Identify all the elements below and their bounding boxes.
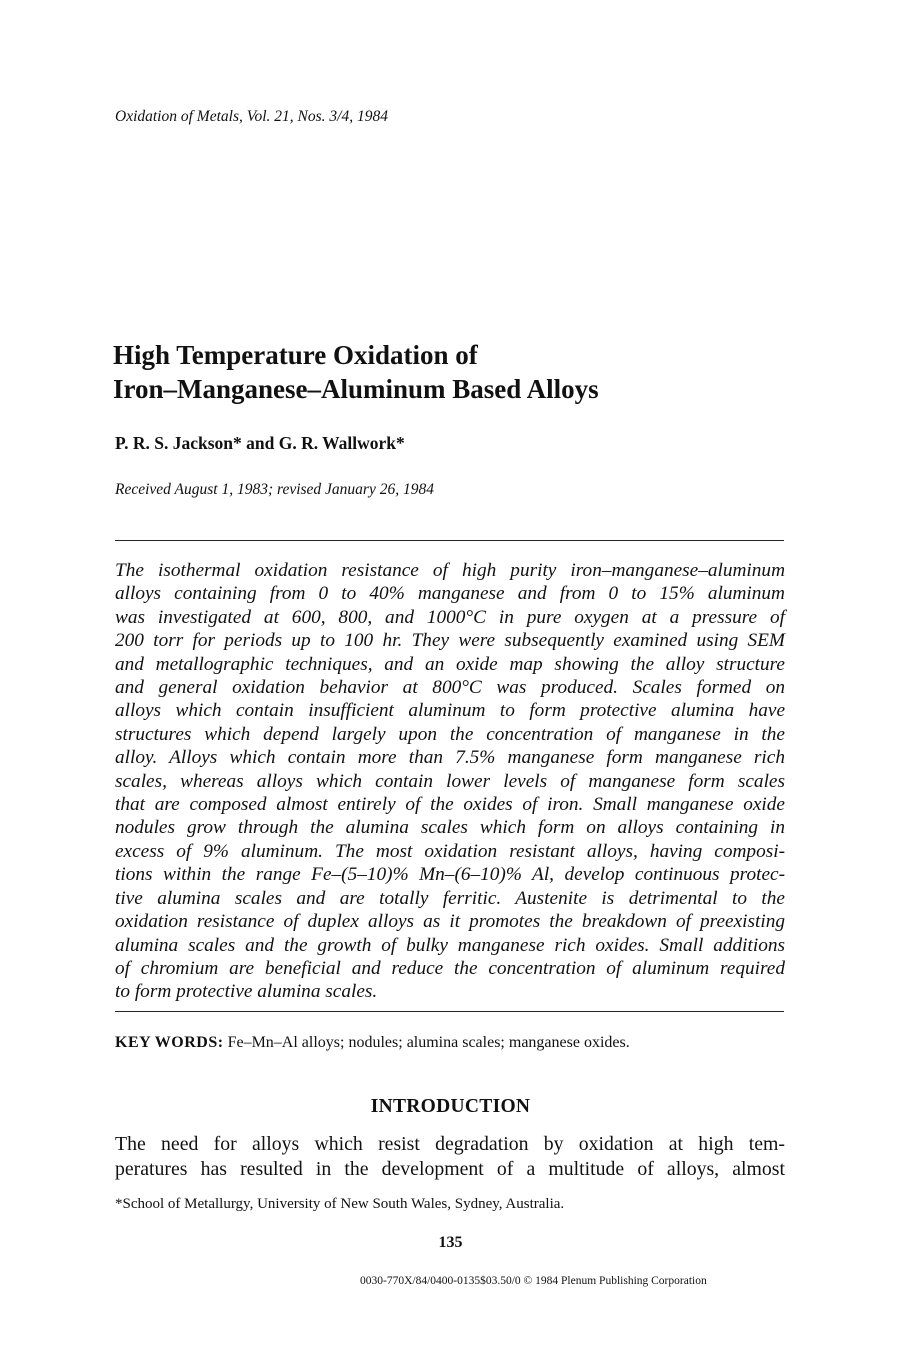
- abstract-line: alumina scales and the growth of bulky manganese rich oxides. Small additions: [115, 934, 785, 956]
- abstract-line: alloys which contain insufficient aluminum to form protective alumina have: [115, 700, 785, 722]
- abstract-line: and metallographic techniques, and an oxide map showing the alloy structure: [115, 653, 785, 675]
- abstract-line: that are composed almost entirely of the oxides of iron. Small manganese oxide: [115, 794, 785, 816]
- copyright-line: 0030-770X/84/0400-0135$03.50/0 © 1984 Plenum Publishing Corporation: [360, 1275, 707, 1287]
- abstract-line: of chromium are beneficial and reduce the concentration of aluminum required: [115, 957, 785, 979]
- abstract-top-rule: [115, 540, 784, 541]
- abstract-line: and general oxidation behavior at 800°C was produced. Scales formed on: [115, 677, 785, 699]
- abstract-line: excess of 9% aluminum. The most oxidation resistant alloys, having composi-: [115, 840, 785, 862]
- abstract-line: tive alumina scales and are totally ferritic. Austenite is detrimental to the: [115, 887, 785, 909]
- journal-citation: Oxidation of Metals, Vol. 21, Nos. 3/4, 1984: [115, 108, 388, 125]
- intro-line: The need for alloys which resist degradation by oxidation at high tem-: [115, 1133, 785, 1155]
- abstract-line: oxidation resistance of duplex alloys as it promotes the breakdown of preexisting: [115, 911, 785, 933]
- abstract-line: structures which depend largely upon the concentration of manganese in the: [115, 723, 785, 745]
- abstract-line: alloy. Alloys which contain more than 7.5% manganese form manganese rich: [115, 747, 785, 769]
- author-affiliation-footnote: *School of Metallurgy, University of New South Wales, Sydney, Australia.: [115, 1196, 565, 1212]
- abstract-line: was investigated at 600, 800, and 1000°C in pure oxygen at a pressure of: [115, 606, 785, 628]
- abstract-line: 200 torr for periods up to 100 hr. They were subsequently examined using SEM: [115, 630, 785, 652]
- title-line: High Temperature Oxidation of: [113, 340, 478, 370]
- page-number: 135: [438, 1234, 463, 1251]
- abstract-line: scales, whereas alloys which contain lower levels of manganese form scales: [115, 770, 785, 792]
- received-dates: Received August 1, 1983; revised January 26, 1984: [115, 481, 434, 498]
- keywords: [115, 1034, 630, 1052]
- section-heading-introduction: INTRODUCTION: [370, 1096, 531, 1117]
- intro-line: peratures has resulted in the development of a multitude of alloys, almost: [115, 1158, 785, 1180]
- introduction-text: [115, 1132, 785, 1182]
- paper-title: [113, 338, 813, 406]
- abstract-line: The isothermal oxidation resistance of high purity iron–manganese–aluminum: [115, 560, 785, 581]
- abstract-line: alloys containing from 0 to 40% manganese and from 0 to 15% aluminum: [115, 583, 785, 605]
- abstract-line: tions within the range Fe–(5–10)% Mn–(6–10)% Al, develop continuous protec-: [115, 864, 785, 886]
- keywords-label: KEY WORDS:: [115, 1034, 224, 1051]
- abstract-line: nodules grow through the alumina scales which form on alloys containing in: [115, 817, 785, 839]
- abstract: [115, 559, 785, 1004]
- authors: P. R. S. Jackson* and G. R. Wallwork*: [115, 433, 405, 453]
- keywords-text: Fe–Mn–Al alloys; nodules; alumina scales; manganese oxides.: [223, 1034, 630, 1051]
- abstract-bottom-rule: [115, 1011, 784, 1012]
- abstract-line: to form protective alumina scales.: [115, 981, 378, 1003]
- title-line: Iron–Manganese–Aluminum Based Alloys: [113, 374, 599, 404]
